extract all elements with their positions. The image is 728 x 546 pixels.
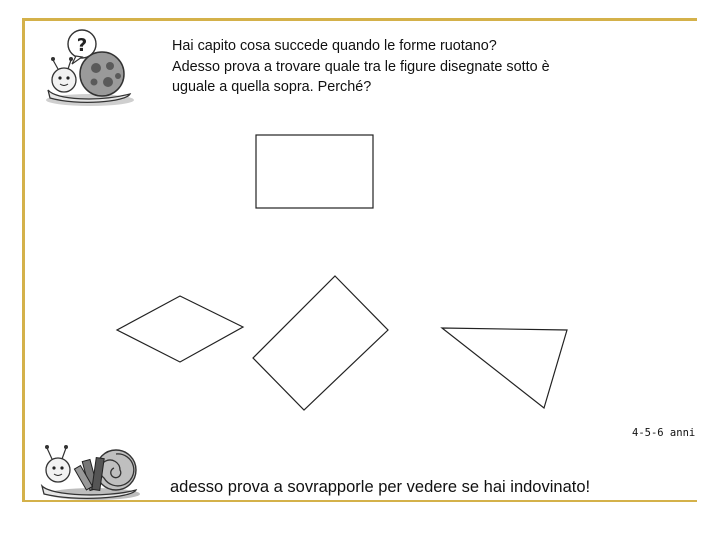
intro-line-3: uguale a quella sopra. Perché?: [172, 79, 372, 95]
rhombus-shape: [117, 296, 243, 362]
footer-instruction: adesso prova a sovrapporle per vedere se hai indovinato!: [170, 478, 591, 496]
snail-pencil-icon: [36, 436, 146, 502]
triangle-shape: [442, 328, 567, 408]
svg-text:?: ?: [76, 35, 88, 56]
intro-line-2: Adesso prova a trovare quale tra le figure disegnate sotto è: [172, 58, 550, 75]
rotated-rectangle-shape: [253, 276, 388, 410]
grade-label: 4-5-6 anni: [632, 427, 696, 439]
intro-line-1: Hai capito cosa succede quando le forme ruotano?: [172, 38, 497, 54]
reference-rectangle: [256, 135, 373, 208]
